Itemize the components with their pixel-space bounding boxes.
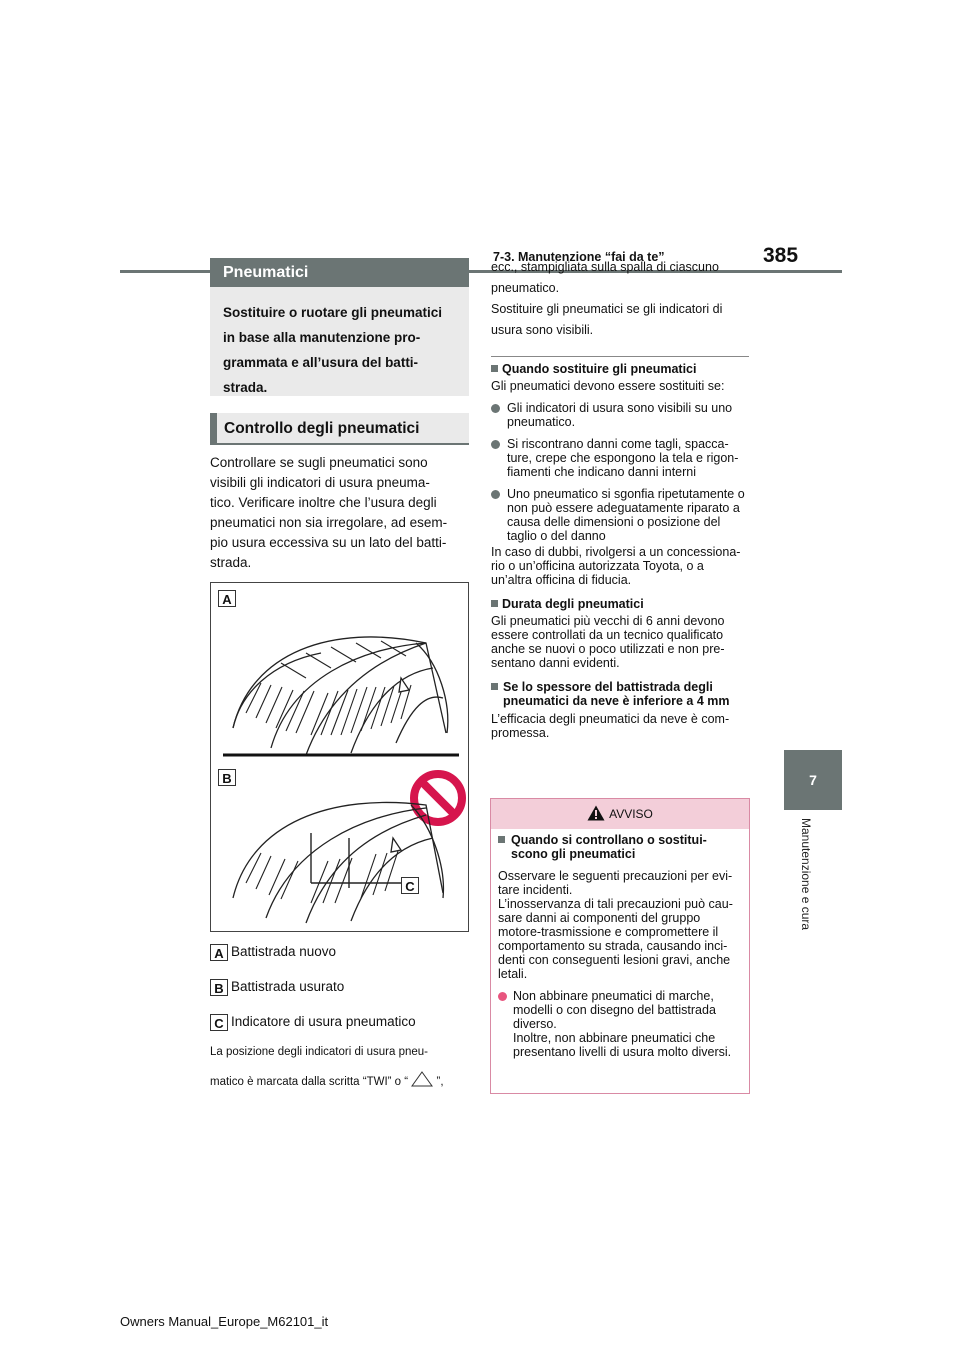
- intro-line: Sostituire o ruotare gli pneumatici: [223, 305, 443, 320]
- intro-line: strada.: [223, 380, 268, 395]
- legend-text: Battistrada usurato: [231, 979, 345, 994]
- chapter-label: Manutenzione e cura: [799, 818, 813, 931]
- legend-letter: B: [210, 979, 228, 996]
- text-line: Si riscontrano danni come tagli, spacca-: [507, 437, 729, 451]
- legend-letter: C: [210, 1014, 228, 1031]
- triangle-icon: [411, 1071, 433, 1087]
- legend-item-a: [210, 942, 336, 964]
- replace-section: [491, 362, 753, 740]
- text-line: essere controllati da un tecnico qualificato: [491, 628, 724, 642]
- text-line: L’efficacia degli pneumatici da neve è com-: [491, 712, 730, 726]
- text-line: non può essere adeguatamente riparato a: [507, 501, 740, 515]
- text-line: motore-trasmissione e compromettere il: [498, 925, 719, 939]
- text-line: tare incidenti.: [498, 883, 573, 897]
- figure-label-b: B: [218, 769, 236, 786]
- text-line: sentano danni evidenti.: [491, 656, 620, 670]
- tire-illustration: [211, 583, 469, 932]
- text-line: comportamento su strada, causando inci-: [498, 939, 728, 953]
- text-line: Gli pneumatici devono essere sostituiti se:: [491, 379, 725, 393]
- subsection-title-text: Quando sostituire gli pneumatici: [502, 362, 697, 376]
- square-bullet-icon: [491, 600, 498, 607]
- list-item: [491, 401, 753, 429]
- text-line: Inoltre, non abbinare pneumatici che: [513, 1031, 716, 1045]
- note-text: ”,: [436, 1076, 444, 1088]
- text-line: Osservare le seguenti precauzioni per evi-: [498, 869, 733, 883]
- figure-label-a: A: [218, 590, 236, 607]
- note-line: La posizione degli indicatori di usura pneu-: [210, 1046, 429, 1058]
- text-line: causa delle dimensioni o posizione del: [507, 515, 721, 529]
- text-line: rio o un’officina autorizzata Toyota, o a: [491, 559, 704, 573]
- legend-item-c: [210, 1012, 416, 1034]
- text-line: Uno pneumatico si sgonfia ripetutamente o: [507, 487, 745, 501]
- square-bullet-icon: [498, 836, 505, 843]
- dot-bullet-icon: [498, 992, 507, 1001]
- square-bullet-icon: [491, 365, 498, 372]
- intro-box: [210, 287, 469, 396]
- note-line: [210, 1071, 472, 1088]
- subsection-title-text: pneumatici da neve è inferiore a 4 mm: [503, 694, 730, 708]
- text-line: pneumatico.: [507, 415, 576, 429]
- heading-pneumatici: Pneumatici: [210, 258, 469, 287]
- subsection-title-text: Durata degli pneumatici: [502, 597, 644, 611]
- warning-subtitle: [498, 833, 742, 861]
- subsection-title: [491, 362, 753, 376]
- text-line: taglio o del danno: [507, 529, 606, 543]
- text-line: ecc., stampigliata sulla spalla di ciascuno: [491, 260, 719, 274]
- text-line: fiamenti che indicano danni interni: [507, 465, 697, 479]
- subsection-title: [491, 680, 753, 708]
- section-divider: [491, 356, 749, 357]
- text-line: ture, crepe che espongono la tela e rigon-: [507, 451, 739, 465]
- intro-line: in base alla manutenzione pro-: [223, 330, 421, 345]
- legend-text: Battistrada nuovo: [231, 944, 337, 959]
- dot-bullet-icon: [491, 490, 500, 499]
- text-line: diverso.: [513, 1017, 557, 1031]
- prohibition-icon: [414, 774, 462, 822]
- text-line: un’altra officina di fiducia.: [491, 573, 632, 587]
- section-title: 7-3. Manutenzione “fai da te”: [493, 250, 665, 264]
- list-item: [491, 437, 753, 479]
- body-line: tico. Verificare inoltre che l’usura degli: [210, 495, 437, 510]
- page-number: 385: [763, 244, 799, 267]
- warning-body: [498, 833, 742, 1059]
- text-line: denti con conseguenti lesioni gravi, anche: [498, 953, 731, 967]
- square-bullet-icon: [491, 683, 498, 690]
- intro-line: grammata e all’usura del batti-: [223, 355, 419, 370]
- text-line: promessa.: [491, 726, 550, 740]
- warning-paragraph: [498, 869, 742, 981]
- note-text: matico è marcata dalla scritta “TWI” o “: [210, 1076, 409, 1088]
- dot-bullet-icon: [491, 404, 500, 413]
- text-line: usura sono visibili.: [491, 323, 594, 337]
- body-line: pneumatici non sia irregolare, ad esem-: [210, 515, 448, 530]
- text-line: Sostituire gli pneumatici se gli indicatori di: [491, 302, 723, 316]
- heading-controllo: Controllo degli pneumatici: [210, 413, 469, 445]
- legend-letter: A: [210, 944, 228, 961]
- text-line: presentano livelli di usura molto diversi.: [513, 1045, 732, 1059]
- warning-triangle-icon: [587, 805, 605, 821]
- warning-subtitle-text: scono gli pneumatici: [511, 847, 636, 861]
- text-line: modelli o con disegno del battistrada: [513, 1003, 716, 1017]
- subsection-title: [491, 597, 753, 611]
- subsection-title-text: Se lo spessore del battistrada degli: [503, 680, 713, 694]
- figure-label-c: C: [401, 877, 419, 894]
- body-line: pio usura eccessiva su un lato del batti-: [210, 535, 447, 550]
- body-paragraph: [210, 453, 472, 573]
- text-line: letali.: [498, 967, 528, 981]
- tire-worn: [233, 802, 443, 923]
- body-line: strada.: [210, 555, 252, 570]
- footer-text: Owners Manual_Europe_M62101_it: [120, 1314, 329, 1329]
- list-item: [491, 487, 753, 543]
- legend-item-b: [210, 977, 344, 999]
- warning-box: [490, 798, 750, 1094]
- dot-bullet-icon: [491, 440, 500, 449]
- legend-text: Indicatore di usura pneumatico: [231, 1014, 416, 1029]
- warning-subtitle-text: Quando si controllano o sostitui-: [511, 833, 707, 847]
- text-line: In caso di dubbi, rivolgersi a un concessiona-: [491, 545, 741, 559]
- continued-paragraph: [491, 257, 753, 341]
- body-line: visibili gli indicatori di usura pneuma-: [210, 475, 430, 490]
- tire-new: [233, 637, 448, 755]
- text-line: sare danni ai componenti del gruppo: [498, 911, 701, 925]
- warning-title: AVVISO: [609, 807, 653, 821]
- text-line: Gli pneumatici più vecchi di 6 anni devono: [491, 614, 725, 628]
- chapter-tab: 7: [784, 750, 842, 810]
- text-line: L’inosservanza di tali precauzioni può cau-: [498, 897, 733, 911]
- text-line: Gli indicatori di usura sono visibili su uno: [507, 401, 733, 415]
- text-line: Non abbinare pneumatici di marche,: [513, 989, 714, 1003]
- text-line: anche se nuovi o poco utilizzati e non pre-: [491, 642, 725, 656]
- warning-list-item: [498, 989, 742, 1059]
- tire-figure: [210, 582, 469, 932]
- body-line: Controllare se sugli pneumatici sono: [210, 455, 428, 470]
- warning-header: [491, 799, 749, 829]
- text-line: pneumatico.: [491, 281, 560, 295]
